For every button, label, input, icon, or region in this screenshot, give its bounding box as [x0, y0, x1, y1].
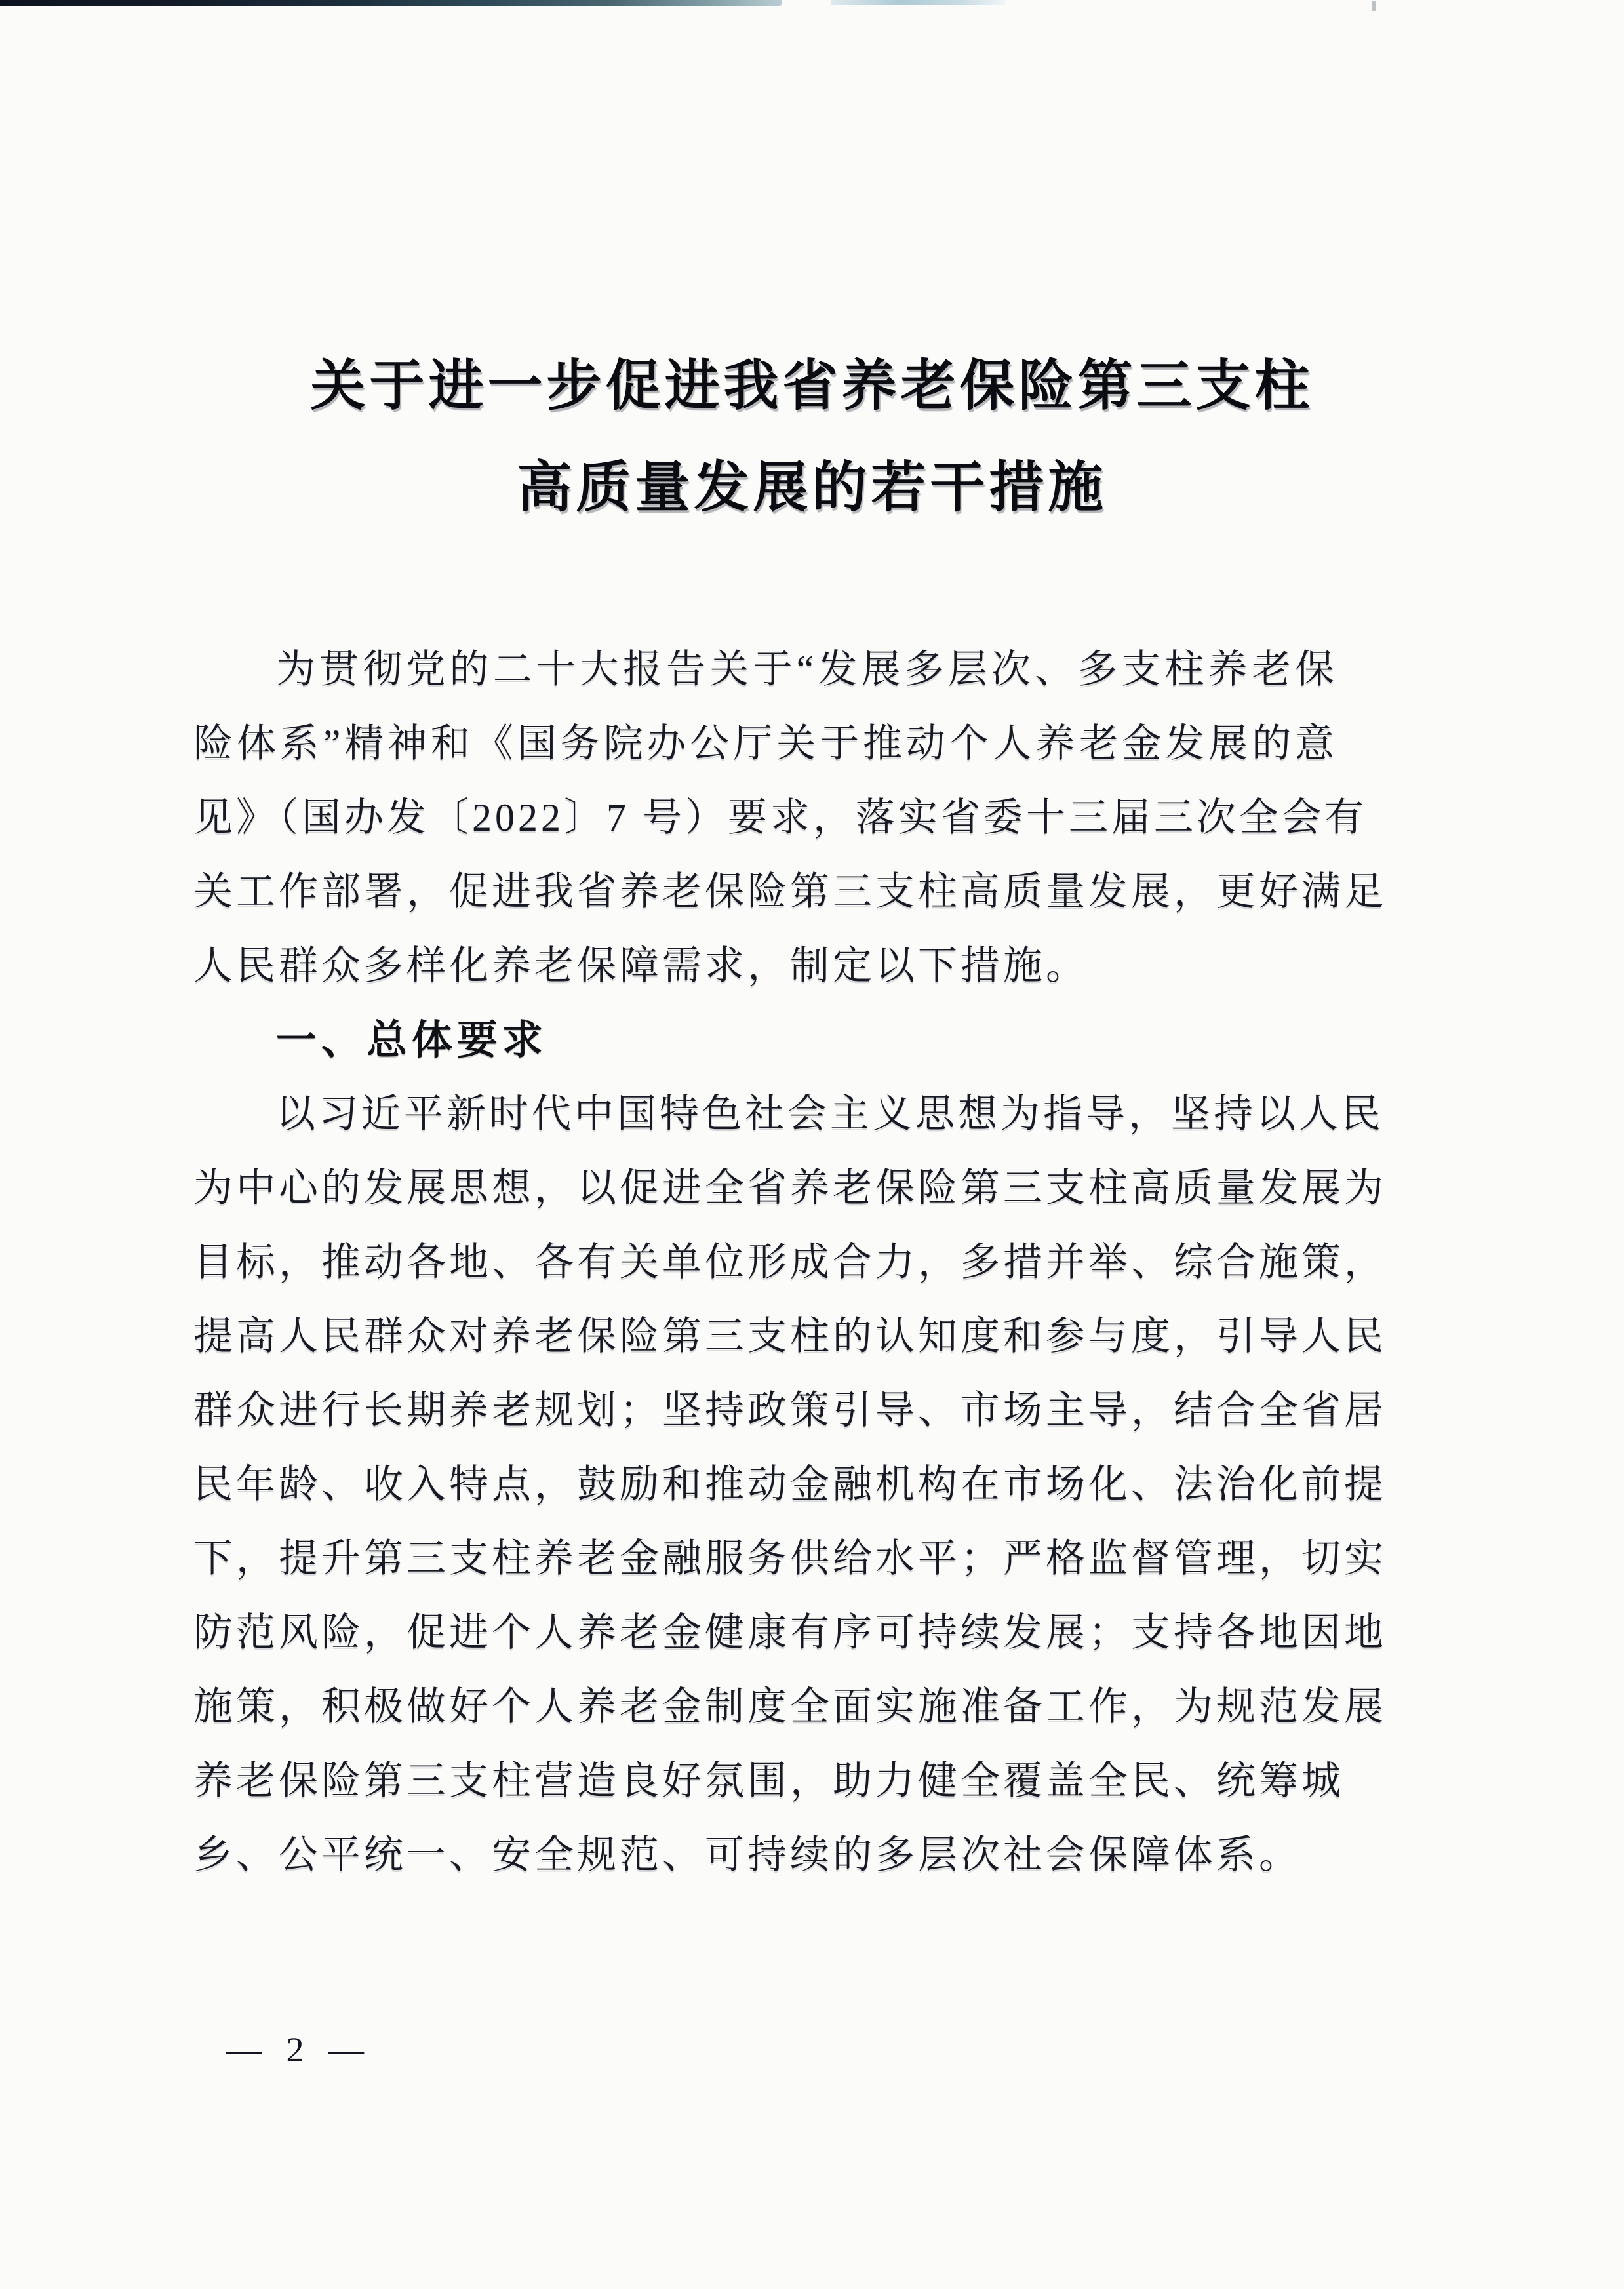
- document-title-line-1: 关于进一步促进我省养老保险第三支柱: [310, 356, 1314, 417]
- body-line: 施策，积极做好个人养老金制度全面实施准备工作，为规范发展: [193, 1685, 1387, 1728]
- document-title: [0, 336, 1624, 539]
- page-number: — 2 —: [226, 2030, 372, 2069]
- body-line: 下，提升第三支柱养老金融服务供给水平；严格监督管理，切实: [193, 1537, 1387, 1580]
- body-line: 防范风险，促进个人养老金健康有序可持续发展；支持各地因地: [193, 1611, 1387, 1654]
- section-heading: 一、总体要求: [276, 1018, 548, 1063]
- scan-artifact-light-strip: [831, 0, 1005, 5]
- body-line: 民年龄、收入特点，鼓励和推动金融机构在市场化、法治化前提: [193, 1463, 1387, 1506]
- body-line: 养老保险第三支柱营造良好氛围，助力健全覆盖全民、统筹城: [193, 1759, 1344, 1802]
- body-line: 提高人民群众对养老保险第三支柱的认知度和参与度，引导人民: [193, 1315, 1387, 1358]
- body-line: 以习近平新时代中国特色社会主义思想为指导，坚持以人民: [276, 1092, 1384, 1136]
- document-title-line-2: 高质量发展的若干措施: [517, 458, 1107, 519]
- body-line: 人民群众多样化养老保障需求，制定以下措施。: [193, 944, 1088, 987]
- body-line: 乡、公平统一、安全规范、可持续的多层次社会保障体系。: [193, 1833, 1301, 1877]
- scan-artifact-speck: [1372, 1, 1376, 11]
- body-line: 为中心的发展思想，以促进全省养老保险第三支柱高质量发展为: [193, 1166, 1387, 1210]
- document-body: [193, 633, 1387, 1892]
- body-line: 见》（国办发〔2022〕7 号）要求，落实省委十三届三次全会有: [193, 796, 1367, 839]
- body-line: 目标，推动各地、各有关单位形成合力，多措并举、综合施策，: [193, 1241, 1387, 1284]
- body-line: 为贯彻党的二十大报告关于“发展多层次、多支柱养老保: [276, 648, 1337, 691]
- body-line: 险体系”精神和《国务院办公厅关于推动个人养老金发展的意: [193, 722, 1337, 765]
- scan-artifact-dark-strip: [0, 0, 782, 6]
- body-line: 关工作部署，促进我省养老保险第三支柱高质量发展，更好满足: [193, 870, 1387, 913]
- body-line: 群众进行长期养老规划；坚持政策引导、市场主导，结合全省居: [193, 1389, 1387, 1432]
